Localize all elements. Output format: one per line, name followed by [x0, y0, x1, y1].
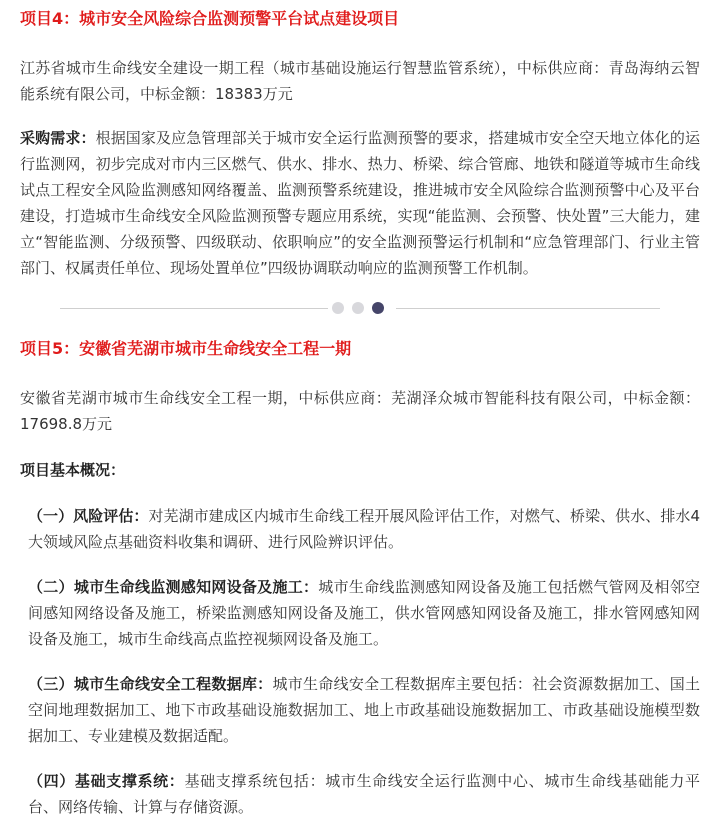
item-text: 城市生命线监测感知网设备及施工包括燃气管网及相邻空间感知网络设备及施工，桥梁监测感知网设备及施工，供水管网感知网设备及施工，排水管网感知网设备及施工，城市生命线高点监控视频网设备及施工。 — [28, 578, 700, 648]
pager-dot-2[interactable] — [352, 302, 364, 314]
item-label: （四）基础支撑系统： — [28, 772, 185, 790]
project5-title: 项目5：安徽省芜湖市城市生命线安全工程一期 — [20, 339, 352, 358]
project4-summary: 江苏省城市生命线安全建设一期工程（城市基础设施运行智慧监管系统），中标供应商：青岛海纳云智能系统有限公司，中标金额：18383万元 — [20, 59, 700, 103]
divider-line-left — [60, 308, 328, 309]
pager-dot-3-active[interactable] — [372, 302, 384, 314]
section-divider — [20, 299, 700, 319]
item-label: （二）城市生命线监测感知网设备及施工： — [28, 578, 319, 596]
item-text: 城市生命线安全工程数据库主要包括：社会资源数据加工、国土空间地理数据加工、地下市政基础设施数据加工、地上市政基础设施数据加工、市政基础设施模型数据加工、专业建模及数据适配。 — [28, 675, 700, 745]
project4-title: 项目4：城市安全风险综合监测预警平台试点建设项目 — [20, 9, 400, 28]
divider-line-right — [396, 308, 660, 309]
requirement-label: 采购需求： — [20, 129, 96, 147]
item-text: 对芜湖市建成区内城市生命线工程开展风险评估工作，对燃气、桥梁、供水、排水4大领域风险点基础资料收集和调研、进行风险辨识评估。 — [28, 507, 700, 551]
pager-dot-1[interactable] — [332, 302, 344, 314]
overview-item-sensing — [20, 574, 700, 652]
project5-summary: 安徽省芜湖市城市生命线安全工程一期，中标供应商：芜湖泽众城市智能科技有限公司，中标金额：17698.8万元 — [20, 389, 700, 433]
overview-item-database — [20, 671, 700, 749]
item-label: （三）城市生命线安全工程数据库： — [28, 675, 273, 693]
overview-heading: 项目基本概况： — [20, 461, 126, 479]
requirement-text: 根据国家及应急管理部关于城市安全运行监测预警的要求，搭建城市安全空天地立体化的运行监测网，初步完成对市内三区燃气、供水、排水、热力、桥梁、综合管廊、地铁和隧道等城市生命线试点工程安全风险监测感知网络覆盖、监测预警系统建设，推进城市安全风险综合监测预警中心及平台建设，打造城市生命线安全风险监测预警专题应用系统，实现“能监测、会预警、快处置”三大能力，建立“智能监测、分级预警、四级联动、依职响应”的安全监测预警运行机制和“应急管理部门、行业主管部门、权属责任单位、现场处置单位”四级协调联动响应的监测预警工作机制。 — [20, 129, 700, 277]
item-label: （一）风险评估： — [28, 507, 149, 525]
overview-item-risk — [20, 503, 700, 555]
pager-dots — [332, 302, 384, 316]
article — [20, 0, 700, 820]
project4-requirement — [20, 125, 700, 281]
item-text: 基础支撑系统包括：城市生命线安全运行监测中心、城市生命线基础能力平台、网络传输、计算与存储资源。 — [28, 772, 700, 816]
